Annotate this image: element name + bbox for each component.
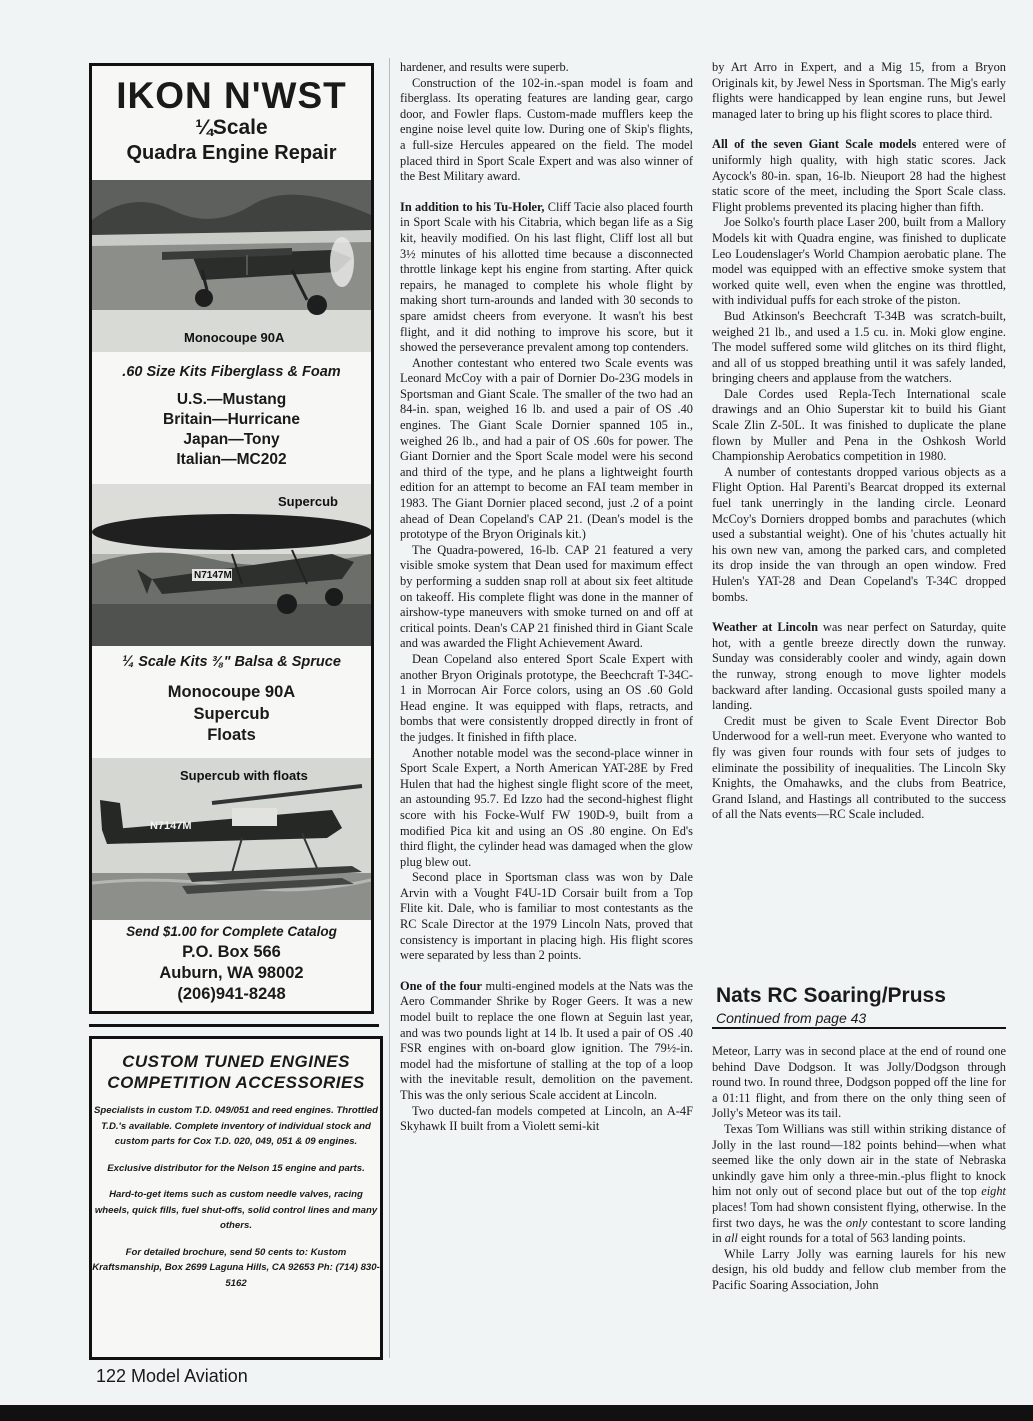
catalog-offer: Send $1.00 for Complete Catalog (126, 924, 337, 939)
paragraph: Dean Copeland also entered Sport Scale Expert with another Bryon Originals prototype, the Beechcraft T-34C-1 in Morrocan Air Force colors, using an OS .60 Gold Head engine. It was equipped with flaps, retracts, and bombs that were consistently dropped directly in front of the judges. It finished in fifth place. (400, 651, 693, 744)
page-folio: 122 Model Aviation (96, 1366, 248, 1386)
paragraph-text: Texas Tom Willians was still within striking distance of Jolly in the last round—182 points behind—when what seemed like the only down air in the state of Nebraska unkindly gave him only a three-min.-plus flight to knock him not only out of second place but out of the top (712, 1121, 1006, 1199)
paragraph: hardener, and results were superb. (400, 60, 569, 74)
ad-model-list-2 (92, 682, 371, 747)
paragraph-text: Cliff Tacie also placed fourth in Sport Scale with his Citabria, which began life as a Sig kit, heavily modified. On his last flight, Cliff lost all but 3½ minutes of his allotted time because a disconnected throttle linkage kept his engine from starting. After quick repairs, he managed to complete his whole flight by making short turn-arounds and landed with 30 seconds to spare amidst cheers from everyone. It wasn't his best flight, and it did nothing to improve his score, but it showed the perseverance prevalent among top contenders. (400, 199, 693, 355)
ad-line-fiberglass: .60 Size Kits Fiberglass & Foam (122, 364, 341, 380)
emphasis: eight (981, 1184, 1006, 1199)
ad-paragraph: For detailed brochure, send 50 cents to: Kustom Kraftsmanship, Box 2699 Laguna Hills, CA 92653 Ph: (714) 830-5162 (92, 1246, 380, 1289)
paragraph: Joe Solko's fourth place Laser 200, built from a Mallory Models kit with Quadra engine, was finished to duplicate Leo Loudenslager's World Champion aerobatic plane. The model was equipped with an effective smoke system that worked quite well, even when the engine was throttled, with individual puffs for each stroke of the piston. (712, 215, 1006, 308)
registration-mark: N7147M (150, 820, 192, 832)
article-column-3 (712, 60, 1006, 823)
list-item: Japan—Tony (183, 431, 280, 448)
emphasis: all (724, 1231, 738, 1246)
paragraph: Bud Atkinson's Beechcraft T-34B was scratch-built, weighed 21 lb., and used a 1.5 cu. in. Moki glow engine. The model suffered some wild glitches on its third flight, and all of us stopped breathing until it was safely landed, bringing cheers and applause from the watchers. (712, 308, 1006, 386)
paragraph-text: multi-engined models at the Nats was the Aero Commander Shrike by Roger Geers. It was a new model built to replace the one flown at Seguin last year, and was two pounds light at 14 lb. It used a pair of OS .40 FSR engines with on-board glow ignition. The 79½-in. model had the misfortune of stalling at the top of a loop with the inevitable result, demolition on the pavement. This was the only serious Scale accident at Lincoln. (400, 978, 694, 1102)
run-in-head: All of the seven Giant Scale models (712, 137, 917, 152)
city: Auburn, WA 98002 (159, 964, 304, 982)
po-box: P.O. Box 566 (182, 943, 281, 961)
list-item: U.S.—Mustang (176, 391, 287, 408)
ad-line-balsa: ¼ Scale Kits ⅜" Balsa & Spruce (122, 654, 341, 670)
paragraph: Another contestant who entered two Scale events was Leonard McCoy with a pair of Dornier Do-23G models in Sportsman and Giant Scale. The smaller of the two had an 84-in. span, weighed 16 lb. and used a pair of OS .40 engines. The Giant Scale Dornier spanned 105 in., weighed 26 lb., and had a pair of OS .60s for power. The Giant Dornier and the Sport Scale model were his second and third of the type, and he plans a lightweight fourth edition for an attempt to become an FAI team member in 1983. The Giant Dornier placed second, just .2 of a point ahead of Dean Copeland's CAP 21. (Dean's model is the prototype of the Bryon Originals kit.) (400, 355, 693, 542)
paragraph-text: entered were of uniformly high quality, with high static scores. Jack Aycock's 80-in. span, 16-lb. Nieuport 28 had the highest static score of the meet, including the Sport Scale class. Flight problems prevented its placing higher than fifth. (712, 137, 1006, 214)
monocoupe-photo (92, 180, 371, 352)
ad-contact (92, 922, 371, 1005)
ad-scale: ¼Scale (195, 116, 268, 139)
paragraph: by Art Arro in Expert, and a Mig 15, from a Bryon Originals kit, by Jewel Ness in Sportsman. The Mig's early flights were handicapped by lean engine runs, but Jewel managed later to bring up his flight scores to place third. (712, 60, 1006, 121)
run-in-head: One of the four (400, 978, 483, 993)
soaring-column (712, 1044, 1006, 1294)
list-item: Supercub (193, 704, 270, 723)
paragraph: Two ducted-fan models competed at Lincoln, an A-4F Skyhawk II built from a Violett semi-kit (400, 1103, 693, 1134)
supercub-photo (92, 484, 371, 646)
paragraph: Credit must be given to Scale Event Director Bob Underwood for a well-run meet. Everyone who wanted to fly was given four rounds with four sets of judges to eliminate the possibility of inequalities. The Lincoln Sky Knights, the Omahawks, and the clubs from Beatrice, Grand Island, and Hastings all contributed to the success of all the Nats events—RC Scale included. (712, 713, 1006, 822)
photo-caption: Monocoupe 90A (184, 330, 285, 345)
ad-brand: IKON N'WST (116, 75, 347, 116)
list-item: Britain—Hurricane (163, 411, 300, 428)
paragraph-text: was near perfect on Saturday, quite hot, with a gentle breeze directly down the runway. Sunday was considerably cooler and windy, again down the runway, strong enough to move lighter models backward after landing. Occasional gusts spoiled many a landing. (712, 620, 1006, 713)
ad-divider (89, 1024, 379, 1027)
paragraph: The Quadra-powered, 16-lb. CAP 21 featured a very visible smoke system that Dean used for maximum effect by performing a sudden snap roll at about six feet altitude on takeoff. His complete flight was done in the manner of airshow-type maneuvers with smoke turned on and off at critical points. Dean's CAP 21 finished third in Giant Scale and was awarded the Flight Achievement Award. (400, 542, 693, 651)
registration-mark: N7147M (194, 570, 232, 581)
paragraph-text: places! Tom had shown consistent flying, otherwise. In the first two days, he was the (712, 1199, 1006, 1230)
ad-repair: Quadra Engine Repair (126, 142, 337, 164)
paragraph (400, 200, 693, 356)
list-item: Monocoupe 90A (167, 683, 296, 701)
phone: (206)941-8248 (177, 985, 286, 1003)
paragraph (712, 1122, 1006, 1247)
paragraph-text: eight rounds for a total of 563 landing points. (737, 1231, 966, 1246)
paragraph: Meteor, Larry was in second place at the end of round one behind Dave Dodgson. It was Jolly/Dodgson through round two. In round three, Dodgson popped off the line for a 01:11 flight, and from there on the only thing seen of Jolly's Meteor was its tail. (712, 1044, 1006, 1121)
headline-line: COMPETITION ACCESSORIES (107, 1073, 365, 1092)
paragraph: Second place in Sportsman class was won by Dale Arvin with a Vought F4U-1D Corsair built from a Top Flite kit. Dale, who is familiar to most contestants as the RC Scale Director at the 1979 Lincoln Nats, proved that consistency is important in placing high. His flight scores were separated by less than 2 points. (400, 870, 693, 963)
custom-engines-advertisement (89, 1036, 383, 1360)
paragraph: While Larry Jolly was earning laurels for his new design, his old buddy and fellow club member from the Pacific Soaring Association, John (712, 1246, 1006, 1292)
photo-caption: Supercub with floats (180, 768, 308, 783)
list-item: Floats (207, 726, 256, 744)
paragraph: Another notable model was the second-place winner in Sport Scale Expert, a North American YAT-28E by Fred Hulen that had the highest single flight score of the meet, an astounding 95.7. Ed Izzo had the second-highest flight score with his Focke-Wulf FW 190D-9, built from a modified Pica kit and using an OS .80 engine. On Ed's third flight, the cylinder head was damaged when the glow plug blew out. (400, 745, 693, 869)
ad-paragraph: Specialists in custom T.D. 049/051 and reed engines. Throttled T.D.'s available. Complete inventory of individual stock and custom parts for Cox T.D. 020, 049, 051 & 09 engines. (94, 1105, 378, 1147)
article-column-2 (400, 60, 693, 1135)
scan-edge (0, 1405, 1033, 1421)
emphasis: only (845, 1215, 868, 1230)
paragraph: Construction of the 102-in.-span model is foam and fiberglass. Its operating features are landing gear, cargo door, and Fowler flaps. Custom-made mufflers keep the engine noise level quite low. During one of Skip's flights, a full-size Hercules appeared on the field. The model placed third in Sport Scale Expert and was also winner of the Best Military award. (400, 75, 693, 184)
ad-paragraph: Exclusive distributor for the Nelson 15 engine and parts. (107, 1162, 365, 1174)
paragraph (400, 979, 693, 1104)
run-in-head: Weather at Lincoln (712, 620, 818, 635)
run-in-head: In addition to his Tu-Holer, (400, 199, 545, 214)
ad-paragraph: Hard-to-get items such as custom needle valves, racing wheels, quick fills, fuel shut-offs, solid control lines and many others. (94, 1189, 378, 1231)
paragraph-text: contestant to score landing in (712, 1215, 1007, 1246)
supercub-floats-photo (92, 758, 371, 920)
ad-body (92, 1103, 380, 1291)
paragraph: Dale Cordes used Repla-Tech International scale drawings and an Ohio Superstar kit to build his Giant Scale Zlin Z-50L. It was finished to duplicate the plane flown by Muller and Pena in the Oshkosh World Championship Aerobatics competition in 1980. (712, 386, 1006, 464)
column-divider (389, 58, 390, 1358)
ikon-advertisement (89, 63, 374, 1014)
ad-model-list-1 (92, 390, 371, 470)
list-item: Italian—MC202 (176, 451, 287, 468)
ad-headline (92, 1051, 380, 1093)
headline-line: CUSTOM TUNED ENGINES (122, 1052, 350, 1071)
paragraph (712, 620, 1006, 714)
section-title: Nats RC Soaring/Pruss (716, 984, 946, 1007)
paragraph: A number of contestants dropped various objects as a Flight Option. Hal Parenti's Bearcat dropped its external fuel tank unerringly in the landing circle. Leonard McCoy's Dorniers dropped bombs and parachutes (which used a substantial weight). One of his 'chutes actually hit his own new van, among the parked cars, and completed its drop inside the van through an open window. Fred Hulen's YAT-28 and Dean Copeland's T-34C dropped bombs. (712, 464, 1006, 604)
continued-from: Continued from page 43 (716, 1010, 867, 1026)
paragraph (712, 137, 1006, 215)
photo-caption: Supercub (278, 494, 338, 509)
section-rule (712, 1027, 1006, 1029)
